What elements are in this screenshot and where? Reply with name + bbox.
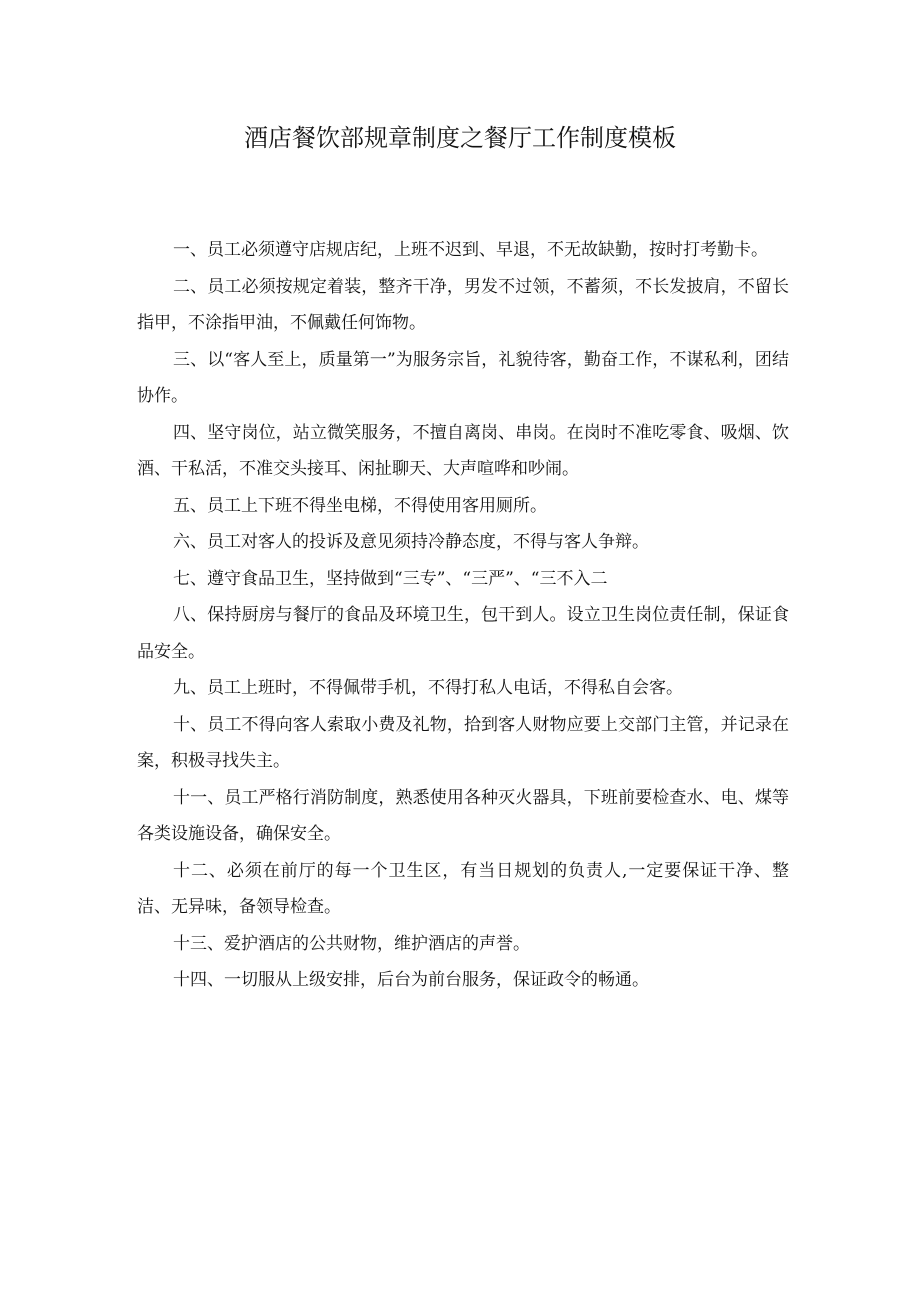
rule-paragraph-10: 十、员工不得向客人索取小费及礼物，拾到客人财物应要上交部门主管，并记录在案，积极寻找失主。: [137, 714, 789, 771]
rule-paragraph-14: 十四、一切服从上级安排，后台为前台服务，保证政令的畅通。: [173, 970, 649, 990]
rule-paragraph-1: 一、员工必须遵守店规店纪，上班不迟到、早退，不无故缺勤，按时打考勤卡。: [173, 240, 768, 260]
rule-paragraph-9: 九、员工上班时，不得佩带手机，不得打私人电话，不得私自会客。: [173, 678, 683, 698]
rule-paragraph-3: 三、以“客人至上，质量第一”为服务宗旨，礼貌待客，勤奋工作，不谋私利，团结协作。: [137, 349, 789, 406]
rule-paragraph-2: 二、员工必须按规定着装，整齐干净，男发不过领，不蓄须，不长发披肩，不留长指甲，不涂指甲油，不佩戴任何饰物。: [137, 276, 789, 333]
rule-paragraph-7: 七、遵守食品卫生，坚持做到“三专”、“三严”、“三不入二: [173, 568, 608, 589]
rule-paragraph-13: 十三、爱护酒店的公共财物，维护酒店的声誉。: [173, 933, 530, 954]
rule-paragraph-8: 八、保持厨房与餐厅的食品及环境卫生，包干到人。设立卫生岗位责任制，保证食品安全。: [137, 605, 789, 662]
rule-paragraph-5: 五、员工上下班不得坐电梯，不得使用客用厕所。: [173, 495, 547, 516]
rule-paragraph-4: 四、坚守岗位，站立微笑服务，不擅自离岗、串岗。在岗时不准吃零食、吸烟、饮酒、干私活，不准交头接耳、闲扯聊天、大声喧哗和吵闹。: [137, 422, 789, 479]
document-title: 酒店餐饮部规章制度之餐厅工作制度模板: [244, 124, 676, 152]
rule-paragraph-6: 六、员工对客人的投诉及意见须持冷静态度，不得与客人争辩。: [173, 532, 649, 552]
rules-list: [137, 232, 789, 999]
rule-paragraph-11: 十一、员工严格行消防制度，熟悉使用各种灭火器具，下班前要检查水、电、煤等各类设施设备，确保安全。: [137, 787, 789, 844]
rule-paragraph-12: 十二、必须在前厅的每一个卫生区，有当日规划的负责人,一定要保证干净、整洁、无异味，备领导检查。: [137, 860, 789, 917]
